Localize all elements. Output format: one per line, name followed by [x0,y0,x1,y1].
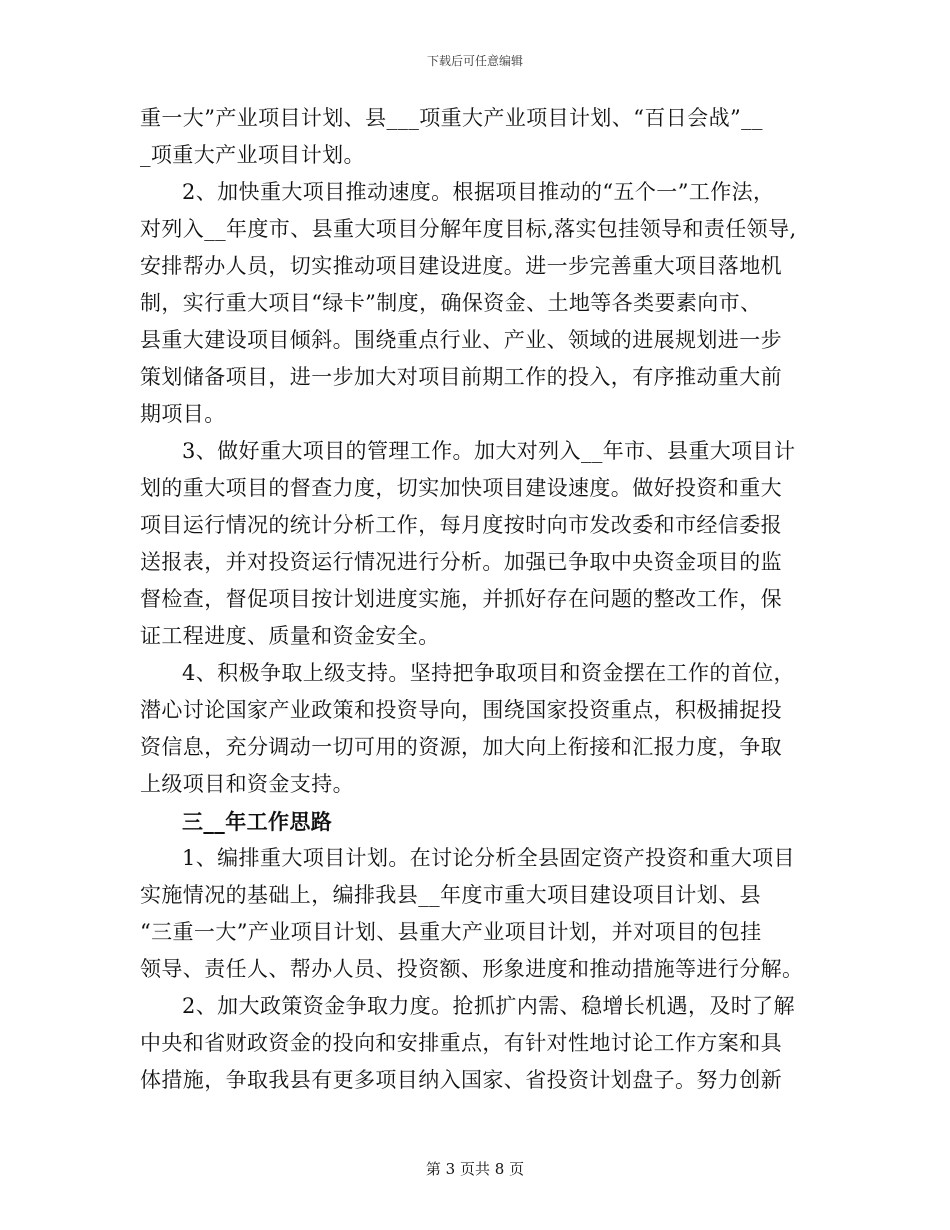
text-line: 重一大”产业项目计划、县___项重大产业项目计划、“百日会战”__ [140,106,763,130]
text-line: 领导、责任人、帮办人员、投资额、形象进度和推动措施等进行分解。 [140,957,804,981]
paragraph-start: 3、做好重大项目的管理工作。加大对列入__年市、县重大项目计 [182,439,796,463]
text-line: _项重大产业项目计划。 [140,143,365,167]
text-line: 县重大建设项目倾斜。围绕重点行业、产业、领域的进展规划进一步 [140,328,782,352]
text-line: 证工程进度、质量和资金安全。 [140,624,440,648]
paragraph-start: 2、加快重大项目推动速度。根据项目推动的“五个一”工作法， [182,180,775,204]
text-line: 督检查，督促项目按计划进度实施，并抓好存在问题的整改工作，保 [140,587,782,611]
paragraph-start: 1、编排重大项目计划。在讨论分析全县固定资产投资和重大项目 [182,846,795,870]
text-line: 对列入__年度市、县重大项目分解年度目标,落实包挂领导和责任领导, [140,217,797,241]
text-line: “三重一大”产业项目计划、县重大产业项目计划，并对项目的包挂 [140,920,762,944]
page-header: 下载后可任意编辑 [426,54,523,68]
paragraph-start: 2、加大政策资金争取力度。抢抓扩内需、稳增长机遇，及时了解 [182,994,795,1018]
text-line: 期项目。 [140,402,226,426]
text-line: 体措施，争取我县有更多项目纳入国家、省投资计划盘子。努力创新 [140,1068,782,1092]
text-line: 制，实行重大项目“绿卡”制度，确保资金、土地等各类要素向市、 [140,291,762,315]
page-footer: 第 3 页共 8 页 [425,1160,525,1178]
text-line: 中央和省财政资金的投向和安排重点，有针对性地讨论工作方案和具 [140,1031,782,1055]
paragraph-start: 4、积极争取上级支持。坚持把争取项目和资金摆在工作的首位， [182,661,795,685]
text-line: 实施情况的基础上，编排我县__年度市重大项目建设项目计划、县 [140,883,761,907]
text-line: 送报表，并对投资运行情况进行分析。加强已争取中央资金项目的监 [140,550,782,574]
text-line: 安排帮办人员，切实推动项目建设进度。进一步完善重大项目落地机 [140,254,782,278]
section-heading: 三__年工作思路 [182,809,333,834]
text-line: 项目运行情况的统计分析工作，每月度按时向市发改委和市经信委报 [140,513,782,537]
text-line: 资信息，充分调动一切可用的资源，加大向上衔接和汇报力度，争取 [140,735,782,759]
text-line: 上级项目和资金支持。 [140,772,354,796]
text-line: 潜心讨论国家产业政策和投资导向，围绕国家投资重点，积极捕捉投 [140,698,782,722]
text-line: 策划储备项目，进一步加大对项目前期工作的投入，有序推动重大前 [140,365,782,389]
document-body [140,100,812,1099]
text-line: 划的重大项目的督查力度，切实加快项目建设速度。做好投资和重大 [140,476,782,500]
